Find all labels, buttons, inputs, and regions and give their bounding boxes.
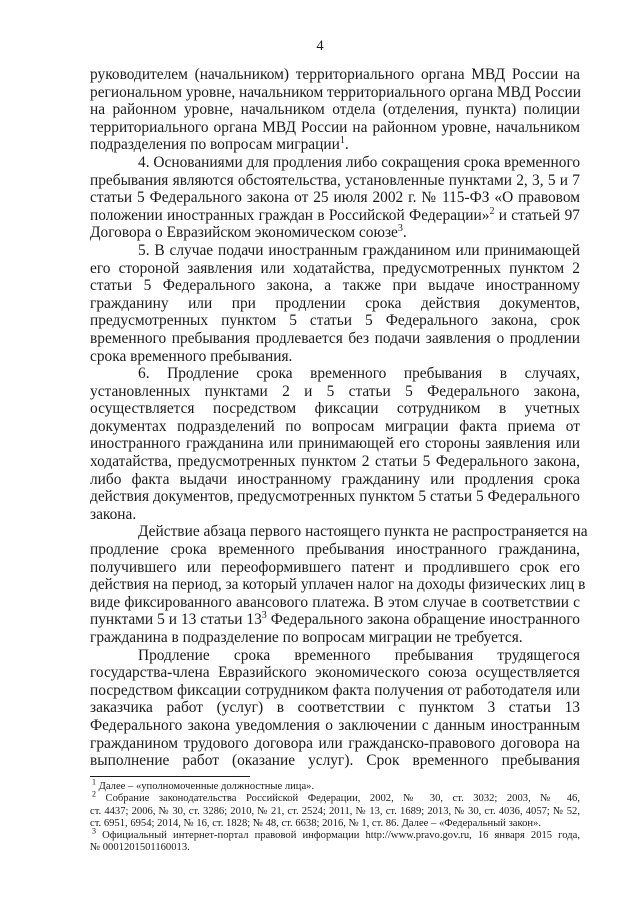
- text-line: посредством фиксации сотрудником факта получения от работодателя или: [90, 681, 580, 699]
- footnote-ref: 1: [339, 135, 345, 147]
- footnote-line: ст. 4437; 2006, № 30, ст. 3286; 2010, № 21, ст. 2524; 2011, № 13, ст. 1689; 2013, № 30, ст. 4036, 4057; № 52,: [90, 805, 580, 817]
- text-line: гражданином трудового договора или гражданско-правового договора на: [90, 734, 580, 752]
- text-line: либо факта выдачи иностранному гражданину или продления срока: [90, 470, 580, 488]
- text-line: пунктами 5 и 13 статьи $13^3$ Федерального закона обращение иностранного: [90, 610, 580, 629]
- text-line: территориального органа МВД России на районном уровне, начальником: [90, 118, 580, 136]
- text-line: установленных пунктами 2 и 5 статьи 5 Федерального закона,: [90, 382, 580, 400]
- text-line: 4. Основаниями для продления либо сокращения срока временного: [138, 153, 581, 171]
- paragraph-4: [90, 154, 580, 242]
- text-line: осуществляется посредством фиксации сотрудником в учетных: [90, 400, 580, 418]
- text-line: действия на период, за который уплачен налог на доходы физических лиц в: [90, 576, 586, 594]
- text-line: статьи 5 Федерального закона, а также при выдаче иностранному: [90, 277, 580, 295]
- footnote-line: $^2$ Собрание законодательства Российской Федерации, 2002, № 30, ст. 3032; 2003, № 46,: [92, 789, 580, 805]
- text-line: руководителем (начальником) территориального органа МВД России на: [90, 66, 580, 83]
- footnote-line: $^1$ Далее – «уполномоченные должностные лица».: [92, 777, 315, 792]
- text-line: статьи 5 Федерального закона от 25 июля 2002 г. № 115-ФЗ «О правовом: [90, 189, 580, 207]
- footnote-1: [90, 777, 580, 793]
- text-line: предусмотренных пунктом 5 статьи 5 Федерального закона, срок: [90, 312, 580, 330]
- text-line: гражданину или при продлении срока действия документов,: [90, 294, 580, 312]
- footnote-mark: 3: [92, 826, 96, 836]
- text-line: иностранного гражданина или принимающей его стороны заявления или: [90, 435, 580, 453]
- text-line: срока временного пребывания.: [90, 347, 293, 365]
- text-line: продление срока временного пребывания иностранного гражданина,: [90, 541, 580, 559]
- text-line: пребывания являются обстоятельства, установленные пунктами 2, 3, 5 и 7: [90, 171, 580, 189]
- text-line: на районном уровне, начальником отдела (отделения, пункта) полиции: [90, 101, 580, 119]
- text-line: региональном уровне, начальником территориального органа МВД России: [90, 83, 581, 101]
- paragraph-6: [90, 365, 580, 523]
- paragraph-6-third: [90, 647, 580, 770]
- text-line: закона.: [90, 505, 137, 523]
- text-line: подразделения по вопросам миграции$^1$.: [90, 135, 349, 154]
- text-line: его стороной заявления или ходатайства, предусмотренных пунктом 2: [90, 259, 580, 277]
- text-line: 6. Продление срока временного пребывания в случаях,: [138, 365, 580, 383]
- text-line: временного пребывания продлевается без подачи заявления о продлении: [90, 329, 580, 347]
- footnote-line: ст. 6951, 6954; 2014, № 16, ст. 1828; № 48, ст. 6638; 2016, № 1, ст. 86. Далее – «Федеральный закон».: [90, 817, 541, 829]
- footnote-ref: 2: [489, 205, 495, 217]
- footnote-mark: 2: [92, 789, 96, 799]
- footnote-ref: 3: [397, 223, 403, 235]
- text-line: Федерального закона уведомления о заключении с данным иностранным: [90, 716, 580, 734]
- text-line: 5. В случае подачи иностранным гражданином или принимающей: [138, 241, 580, 259]
- text-line: Договора о Евразийском экономическом союзе$^3$.: [90, 223, 407, 242]
- body-text: [90, 66, 588, 770]
- footnote-ref: 3: [261, 610, 267, 622]
- text-line: Продление срока временного пребывания трудящегося: [138, 646, 580, 664]
- footnote-mark: 1: [92, 777, 96, 787]
- text-line: виде фиксированного авансового платежа. В этом случае в соответствии с: [90, 593, 580, 611]
- footnote-line: № 0001201501160013.: [90, 842, 190, 854]
- text-line: документах подразделений по вопросам миграции факта приема от: [90, 417, 580, 435]
- footnote-separator: [90, 776, 250, 777]
- text-line: положении иностранных граждан в Российской Федерации»$^2$ и статьей 97: [90, 205, 580, 224]
- text-line: заказчика работ (услуг) в соответствии с пунктом 3 статьи 13: [90, 699, 580, 717]
- paragraph-6-second: [90, 523, 588, 646]
- text-line: получившего или переоформившего патент и продлившего срок его: [90, 558, 580, 576]
- page-number: 4: [316, 38, 324, 54]
- paragraph-5: [90, 242, 580, 365]
- text-line: государства-члена Евразийского экономического союза осуществляется: [90, 664, 580, 682]
- text-line: выполнение работ (оказание услуг). Срок временного пребывания: [90, 752, 580, 770]
- footnote-3: [90, 826, 580, 855]
- text-line: ходатайства, предусмотренных пунктом 2 статьи 5 Федерального закона,: [90, 453, 580, 471]
- footnote-2: [90, 789, 580, 830]
- footnote-line: $^3$ Официальный интернет-портал правовой информации http://www.pravo.gov.ru, 16 января 2015 года,: [92, 826, 580, 842]
- text-line: гражданина в подразделение по вопросам миграции не требуется.: [90, 629, 523, 646]
- text-line: Действие абзаца первого настоящего пункта не распространяется на: [138, 523, 588, 541]
- footnotes: [90, 777, 580, 855]
- paragraph-continuation: [90, 66, 580, 154]
- text-line: действия документов, предусмотренных пунктом 5 статьи 5 Федерального: [90, 488, 580, 506]
